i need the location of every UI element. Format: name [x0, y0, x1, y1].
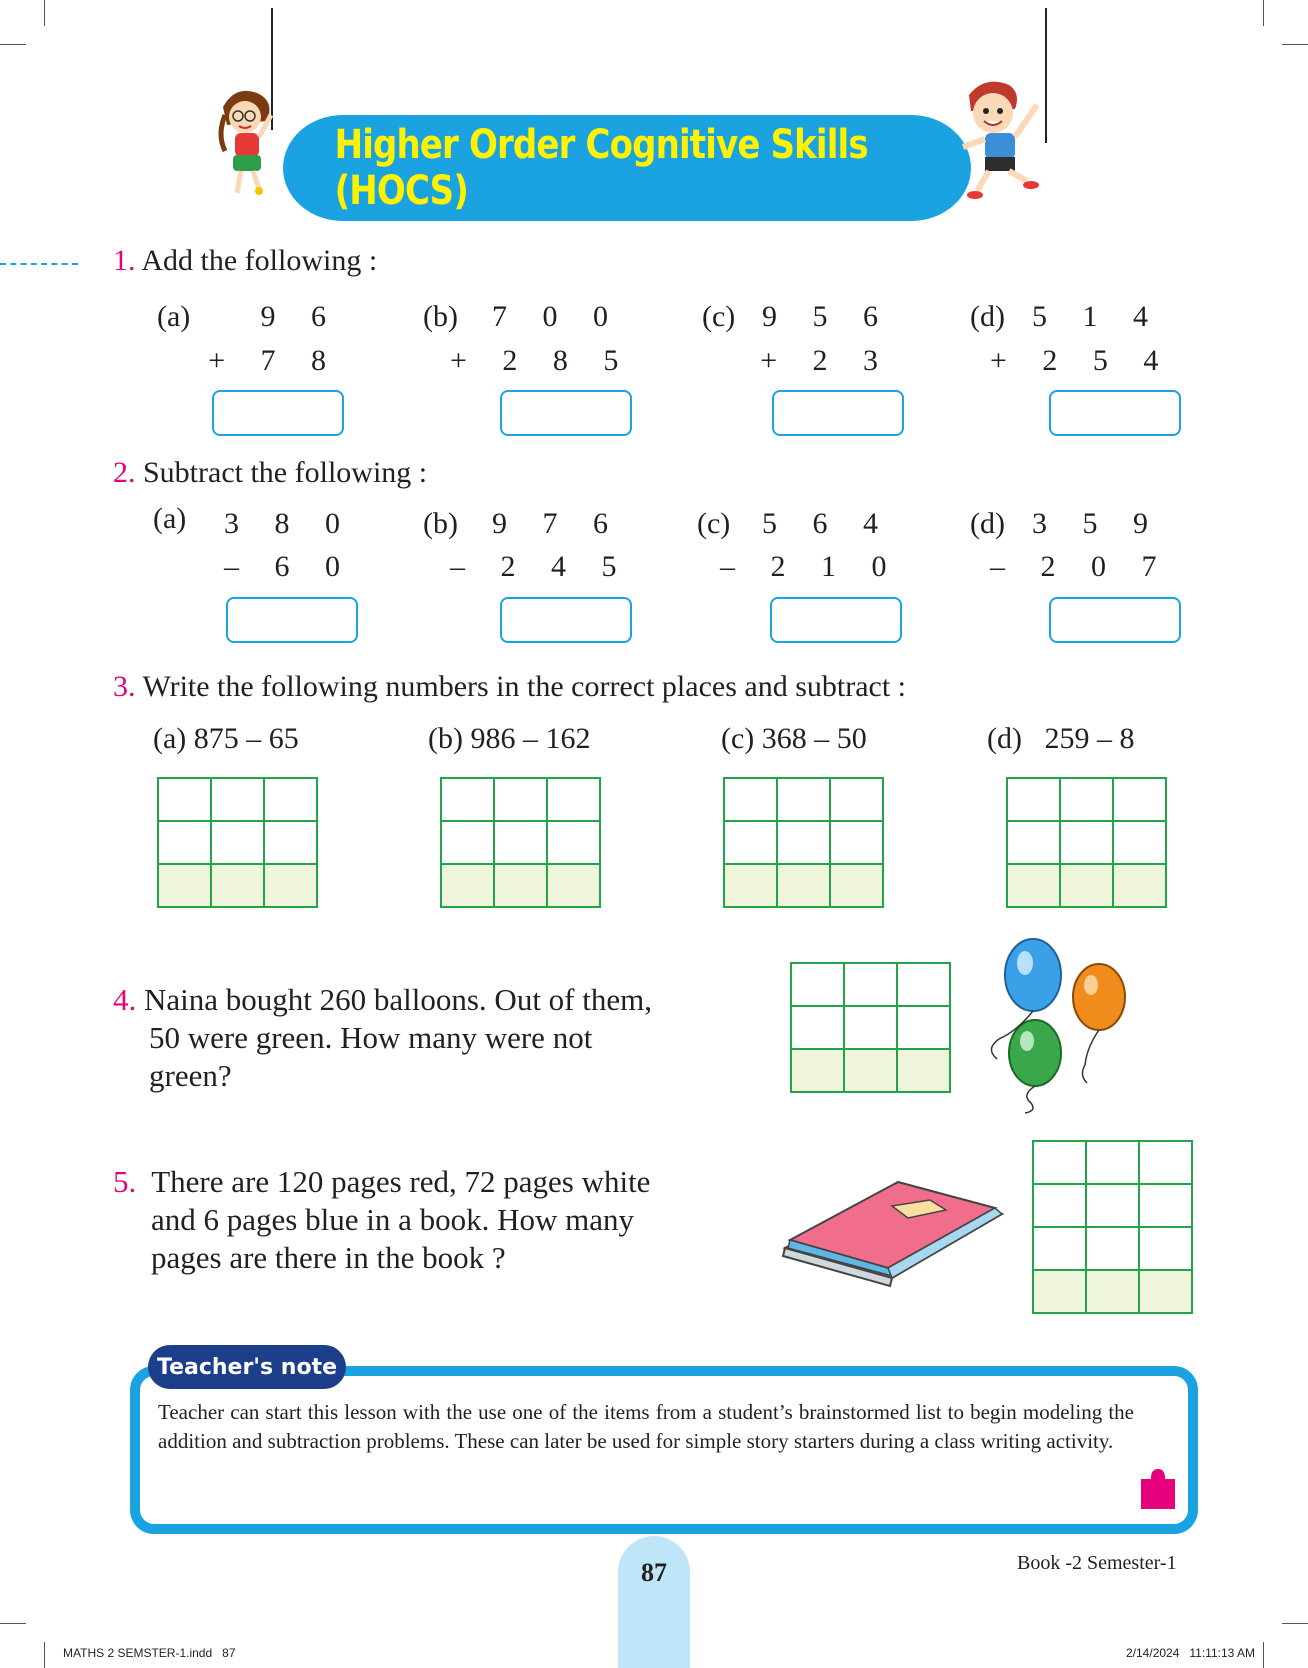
q1-c-answer-box[interactable]: [772, 390, 904, 436]
puzzle-corner-icon: [1136, 1462, 1180, 1514]
footer-file-name: MATHS 2 SEMSTER-1.indd 87: [63, 1646, 236, 1660]
q3-item-a: (a) 875 – 65: [153, 722, 299, 755]
q1-a-answer-box[interactable]: [212, 390, 344, 436]
q2-label-b: (b): [423, 507, 458, 540]
question-text: Add the following :: [141, 244, 378, 277]
question-number: 3.: [113, 670, 136, 703]
q3-item-d: (d) 259 – 8: [987, 722, 1135, 755]
q1-d-answer-box[interactable]: [1049, 390, 1181, 436]
question-line: There are 120 pages red, 72 pages white: [151, 1164, 651, 1199]
q1-d-top: 5 1 4: [1032, 300, 1162, 333]
footer-timestamp: 2/14/2024 11:11:13 AM: [1126, 1646, 1255, 1660]
q1-c-bottom: + 2 3: [760, 344, 892, 377]
question-line: and 6 pages blue in a book. How many: [151, 1202, 634, 1237]
page-title: Higher Order Cognitive Skills (HOCS): [334, 122, 868, 214]
page-number: 87: [641, 1558, 667, 1587]
balloons-illustration: [975, 935, 1135, 1115]
q1-c-top: 9 5 6: [762, 300, 892, 333]
q1-label-d: (d): [970, 300, 1005, 333]
q2-a-bottom: – 6 0: [224, 550, 354, 583]
q2-b-bottom: – 2 4 5: [450, 550, 631, 583]
q2-b-answer-box[interactable]: [500, 597, 632, 643]
q2-d-answer-box[interactable]: [1049, 597, 1181, 643]
girl-climbing-illustration: [215, 85, 295, 203]
q2-a-answer-box[interactable]: [226, 597, 358, 643]
q2-label-d: (d): [970, 507, 1005, 540]
margin-guide: [0, 263, 78, 265]
question-3: [113, 670, 906, 704]
question-number: 2.: [113, 456, 136, 489]
q2-b-top: 9 7 6: [492, 507, 622, 540]
question-line: pages are there in the book ?: [151, 1240, 506, 1275]
question-text: Subtract the following :: [143, 456, 428, 489]
q1-b-bottom: + 2 8 5: [450, 344, 633, 377]
page-number-tab: [618, 1536, 690, 1668]
q2-label-c: (c): [697, 507, 731, 540]
question-number: 1.: [113, 244, 136, 277]
q3-item-b: (b) 986 – 162: [428, 722, 591, 755]
q2-d-bottom: – 2 0 7: [990, 550, 1171, 583]
q1-label-c: (c): [702, 300, 736, 333]
q5-place-value-grid[interactable]: [1032, 1140, 1193, 1314]
question-1: [113, 244, 377, 278]
teacher-note-text: Teacher can start this lesson with the use one of the items from a student’s brainstormed list to begin modeling the addition and subtraction problems. These can later be used for simple story starters during a class writing activity.: [158, 1400, 1134, 1453]
teacher-note-heading: Teacher's note: [148, 1345, 346, 1389]
q1-d-bottom: + 2 5 4: [990, 344, 1173, 377]
q1-a-top: 9 6: [260, 300, 340, 333]
question-4: [113, 981, 652, 1095]
boy-climbing-illustration: [955, 75, 1045, 203]
q2-c-top: 5 6 4: [762, 507, 892, 540]
right-rope: [1045, 8, 1047, 143]
question-number: 4.: [113, 982, 137, 1017]
book-label: Book -2 Semester-1: [1017, 1552, 1177, 1574]
question-line: green?: [149, 1058, 232, 1093]
q1-label-a: (a): [157, 300, 191, 333]
book-illustration: [780, 1180, 1005, 1288]
q3-item-c: (c) 368 – 50: [721, 722, 867, 755]
q1-label-b: (b): [423, 300, 458, 333]
q2-a-top: 3 8 0: [224, 507, 354, 540]
q3-a-place-value-grid[interactable]: [157, 777, 318, 908]
question-5: [113, 1163, 650, 1277]
q3-c-place-value-grid[interactable]: [723, 777, 884, 908]
question-2: [113, 456, 427, 490]
q1-b-top: 7 0 0: [492, 300, 622, 333]
question-line: 50 were green. How many were not: [149, 1020, 593, 1055]
q3-d-place-value-grid[interactable]: [1006, 777, 1167, 908]
q1-b-answer-box[interactable]: [500, 390, 632, 436]
question-number: 5.: [113, 1164, 137, 1199]
q1-a-bottom: + 7 8: [208, 344, 340, 377]
q3-b-place-value-grid[interactable]: [440, 777, 601, 908]
q2-label-a: (a): [153, 502, 187, 535]
q2-c-answer-box[interactable]: [770, 597, 902, 643]
question-text: Write the following numbers in the correct places and subtract :: [142, 670, 907, 703]
q2-c-bottom: – 2 1 0: [720, 550, 901, 583]
question-line: Naina bought 260 balloons. Out of them,: [144, 982, 652, 1017]
q4-place-value-grid[interactable]: [790, 962, 951, 1093]
q2-d-top: 3 5 9: [1032, 507, 1162, 540]
